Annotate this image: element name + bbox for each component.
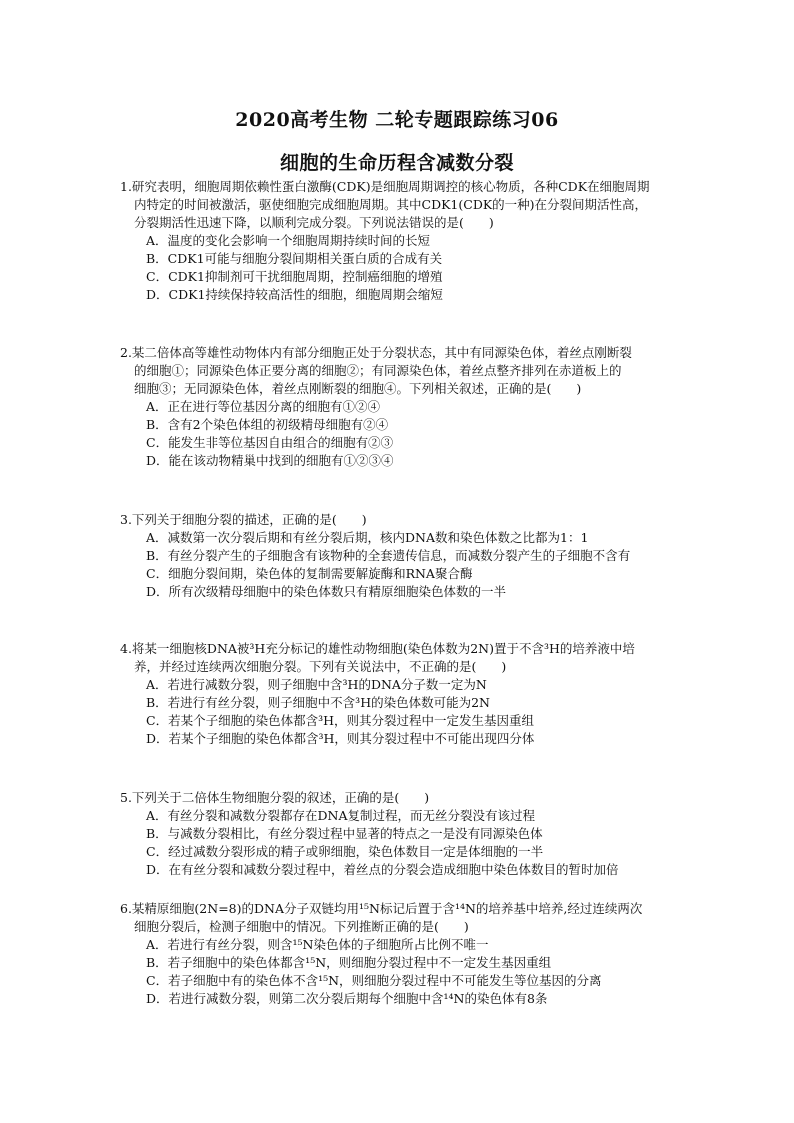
stem-line: 细胞③；无同源染色体，着丝点刚断裂的细胞④。下列相关叙述，正确的是( ) (134, 381, 582, 396)
option-a: A．若进行有丝分裂，则含¹⁵N染色体的子细胞所占比例不唯一 (146, 937, 489, 952)
stem-line: 细胞分裂后，检测子细胞中的情况。下列推断正确的是( ) (134, 919, 469, 934)
option-c: C．能发生非等位基因自由组合的细胞有②③ (146, 435, 394, 450)
option-d: D．若进行减数分裂，则第二次分裂后期每个细胞中含¹⁴N的染色体有8条 (146, 991, 548, 1006)
option-b: B．若子细胞中的染色体都含¹⁵N，则细胞分裂过程中不一定发生基因重组 (146, 955, 552, 970)
stem-line: 2.某二倍体高等雄性动物体内有部分细胞正处于分裂状态，其中有同源染色体，着丝点刚断裂 (120, 345, 632, 360)
document-title: 2020高考生物 二轮专题跟踪练习06 (235, 109, 559, 131)
option-b: B．含有2个染色体组的初级精母细胞有②④ (146, 417, 389, 432)
stem-line: 6.某精原细胞(2N=8)的DNA分子双链均用¹⁵N标记后置于含¹⁴N的培养基中培养,经过连续两次 (120, 901, 643, 916)
question-3 (120, 511, 700, 601)
option-c: C．经过减数分裂形成的精子或卵细胞，染色体数目一定是体细胞的一半 (146, 844, 544, 859)
question-2 (120, 344, 700, 470)
option-b: B．CDK1可能与细胞分裂间期相关蛋白质的合成有关 (146, 251, 443, 266)
document-subtitle: 细胞的生命历程含减数分裂 (279, 152, 514, 174)
option-b: B．与减数分裂相比，有丝分裂过程中显著的特点之一是没有同源染色体 (146, 826, 543, 841)
option-d: D．能在该动物精巢中找到的细胞有①②③④ (146, 453, 394, 468)
question-stem (120, 789, 700, 807)
question-stem (120, 640, 700, 676)
stem-line: 分裂期活性迅速下降，以顺利完成分裂。下列说法错误的是( ) (134, 215, 494, 230)
question-1 (120, 178, 700, 304)
option-a: A．正在进行等位基因分离的细胞有①②④ (146, 399, 381, 414)
question-stem (120, 344, 700, 398)
stem-line: 3.下列关于细胞分裂的描述，正确的是( ) (120, 512, 367, 527)
stem-line: 的细胞①；同源染色体正要分离的细胞②；有同源染色体，着丝点整齐排列在赤道板上的 (134, 363, 622, 378)
stem-line: 4.将某一细胞核DNA被³H充分标记的雄性动物细胞(染色体数为2N)置于不含³H的培养液中培 (120, 641, 635, 656)
option-d: D．若某个子细胞的染色体都含³H，则其分裂过程中不可能出现四分体 (146, 731, 535, 746)
question-6 (120, 900, 700, 1008)
option-d: D．在有丝分裂和减数分裂过程中，着丝点的分裂会造成细胞中染色体数目的暂时加倍 (146, 862, 619, 877)
option-c: C．若某个子细胞的染色体都含³H，则其分裂过程中一定发生基因重组 (146, 713, 534, 728)
option-c: C．细胞分裂间期，染色体的复制需要解旋酶和RNA聚合酶 (146, 566, 473, 581)
question-stem (120, 900, 700, 936)
stem-line: 1.研究表明，细胞周期依赖性蛋白激酶(CDK)是细胞周期调控的核心物质，各种CDK在细胞周期 (120, 179, 650, 194)
option-a: A．减数第一次分裂后期和有丝分裂后期，核内DNA数和染色体数之比都为1：1 (146, 530, 589, 545)
option-b: B．有丝分裂产生的子细胞含有该物种的全套遗传信息，而减数分裂产生的子细胞不含有 (146, 548, 631, 563)
stem-line: 内特定的时间被激活，驱使细胞完成细胞周期。其中CDK1(CDK的一种)在分裂间期活性高， (134, 197, 648, 212)
option-c: C．若子细胞中有的染色体不含¹⁵N，则细胞分裂过程中不可能发生等位基因的分离 (146, 973, 602, 988)
question-stem (120, 178, 700, 232)
stem-line: 5.下列关于二倍体生物细胞分裂的叙述，正确的是( ) (120, 790, 430, 805)
stem-line: 养，并经过连续两次细胞分裂。下列有关说法中，不正确的是( ) (134, 659, 507, 674)
option-d: D．所有次级精母细胞中的染色体数只有精原细胞染色体数的一半 (146, 584, 507, 599)
option-c: C．CDK1抑制剂可干扰细胞周期，控制癌细胞的增殖 (146, 269, 443, 284)
option-a: A．有丝分裂和减数分裂都存在DNA复制过程，而无丝分裂没有该过程 (146, 808, 536, 823)
question-4 (120, 640, 700, 748)
option-a: A．温度的变化会影响一个细胞周期持续时间的长短 (146, 233, 431, 248)
option-d: D．CDK1持续保持较高活性的细胞，细胞周期会缩短 (146, 287, 443, 302)
question-5 (120, 789, 700, 879)
option-b: B．若进行有丝分裂，则子细胞中不含³H的染色体数可能为2N (146, 695, 490, 710)
option-a: A．若进行减数分裂，则子细胞中含³H的DNA分子数一定为N (146, 677, 487, 692)
question-stem (120, 511, 700, 529)
